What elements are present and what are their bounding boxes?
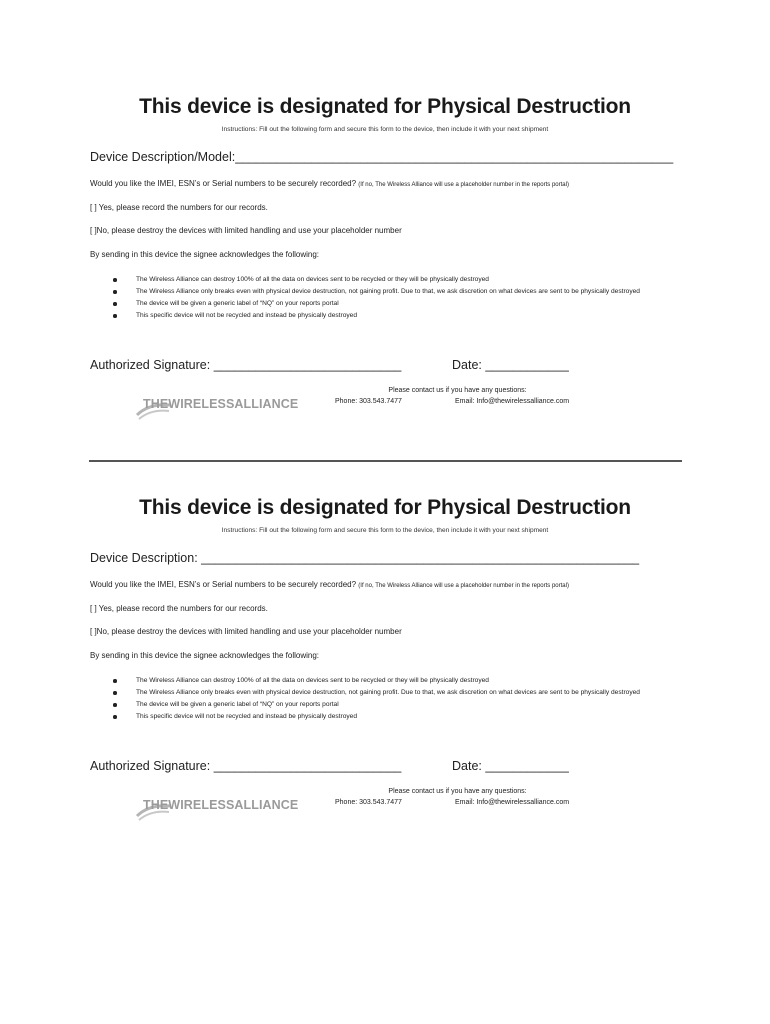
list-item: The Wireless Alliance can destroy 100% of all the data on devices sent to be recycled or they will be physically destroyed [113, 274, 693, 286]
form-divider [89, 460, 682, 462]
email-text: Email: Info@thewirelessalliance.com [455, 398, 570, 405]
acknowledge-text: By sending in this device the signee acknowledges the following: [90, 651, 320, 660]
device-description-field[interactable]: Device Description: _______________________________________________________________ [90, 551, 640, 565]
date-field[interactable]: Date: ____________ [452, 759, 569, 773]
list-item: The Wireless Alliance only breaks even with physical device destruction, not gaining profit. Due to that, we ask discretion on what devices are sent to be physically destroyed [113, 687, 693, 699]
destruction-form-1 [0, 92, 770, 411]
form-instructions: Instructions: Fill out the following form and secure this form to the device, then include it with your next shipment [221, 527, 549, 534]
acknowledgement-list [113, 274, 693, 322]
question-note: (If no, The Wireless Alliance will use a placeholder number in the reports portal) [358, 583, 569, 589]
phone-text: Phone: 303.543.7477 [335, 799, 402, 806]
question-note: (If no, The Wireless Alliance will use a placeholder number in the reports portal) [358, 182, 569, 188]
email-text: Email: Info@thewirelessalliance.com [455, 799, 570, 806]
option-no-checkbox[interactable]: [ ]No, please destroy the devices with limited handling and use your placeholder number [90, 627, 402, 636]
wireless-alliance-logo [135, 796, 315, 822]
device-description-field[interactable]: Device Description/Model:_______________________________________________________________ [90, 150, 674, 164]
form-title: This device is designated for Physical Destruction [139, 496, 631, 519]
list-item: This specific device will not be recycled and instead be physically destroyed [113, 711, 693, 723]
wireless-alliance-logo [135, 395, 315, 421]
record-question [90, 580, 569, 589]
logo-text: THEWIRELESSALLIANCE [143, 397, 299, 411]
acknowledgement-list [113, 675, 693, 723]
contact-line: Please contact us if you have any questions: [388, 788, 527, 795]
signature-field[interactable]: Authorized Signature: ___________________________ [90, 358, 402, 372]
destruction-form-2 [0, 493, 770, 812]
list-item: The device will be given a generic label of “NQ” on your reports portal [113, 298, 693, 310]
option-yes-checkbox[interactable]: [ ] Yes, please record the numbers for our records. [90, 604, 268, 613]
question-text: Would you like the IMEI, ESN’s or Serial numbers to be securely recorded? [90, 580, 357, 589]
list-item: The Wireless Alliance only breaks even with physical device destruction, not gaining profit. Due to that, we ask discretion on what devices are sent to be physically destroyed [113, 286, 693, 298]
logo-text: THEWIRELESSALLIANCE [143, 798, 299, 812]
acknowledge-text: By sending in this device the signee acknowledges the following: [90, 250, 320, 259]
form-title: This device is designated for Physical Destruction [139, 95, 631, 118]
signature-field[interactable]: Authorized Signature: ___________________________ [90, 759, 402, 773]
form-instructions: Instructions: Fill out the following form and secure this form to the device, then include it with your next shipment [221, 126, 549, 133]
record-question [90, 179, 569, 188]
contact-line: Please contact us if you have any questions: [388, 387, 527, 394]
phone-text: Phone: 303.543.7477 [335, 398, 402, 405]
question-text: Would you like the IMEI, ESN’s or Serial numbers to be securely recorded? [90, 179, 357, 188]
list-item: The device will be given a generic label of “NQ” on your reports portal [113, 699, 693, 711]
option-no-checkbox[interactable]: [ ]No, please destroy the devices with limited handling and use your placeholder number [90, 226, 402, 235]
list-item: The Wireless Alliance can destroy 100% of all the data on devices sent to be recycled or they will be physically destroyed [113, 675, 693, 687]
date-field[interactable]: Date: ____________ [452, 358, 569, 372]
option-yes-checkbox[interactable]: [ ] Yes, please record the numbers for our records. [90, 203, 268, 212]
list-item: This specific device will not be recycled and instead be physically destroyed [113, 310, 693, 322]
